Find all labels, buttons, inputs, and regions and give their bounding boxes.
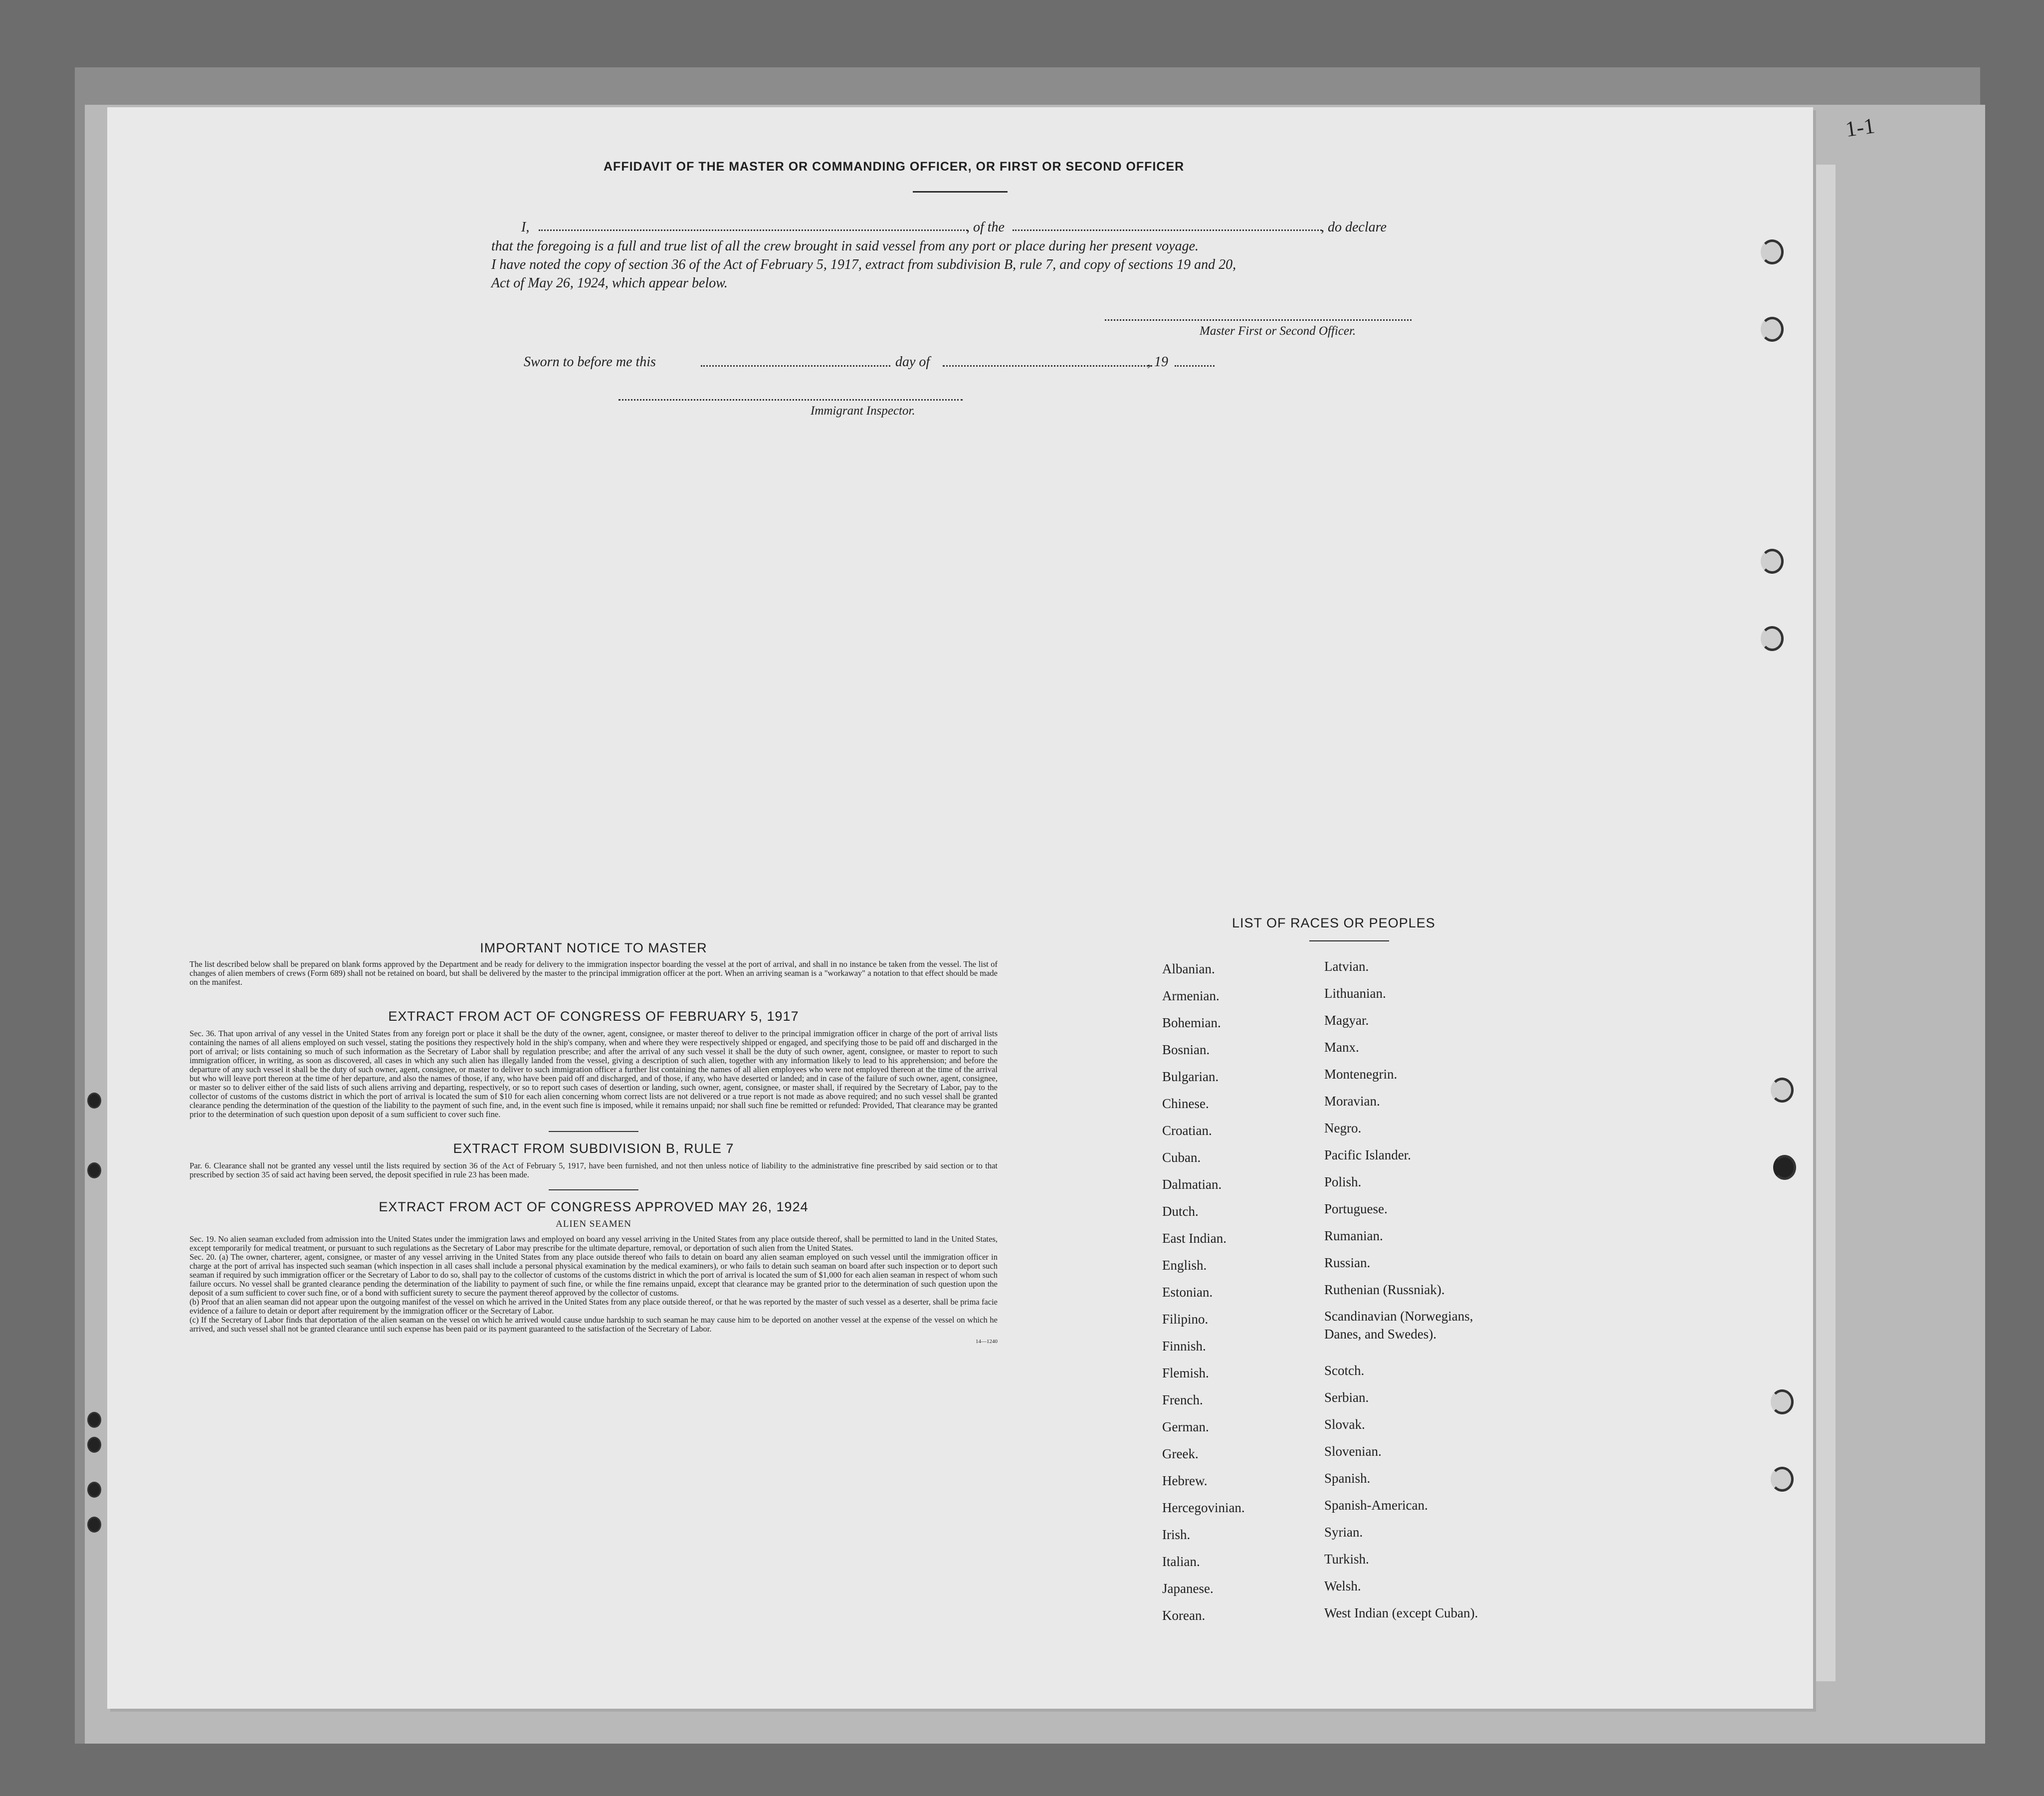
affidavit-title: AFFIDAVIT OF THE MASTER OR COMMANDING OFFICER, OR FIRST OR SECOND OFFICER <box>604 160 1185 174</box>
punch-hole-icon <box>1761 626 1784 651</box>
race-item: Rumanian. <box>1324 1228 1383 1243</box>
punch-hole-icon <box>1761 239 1784 264</box>
name-blank[interactable] <box>539 229 968 231</box>
punch-hole-icon <box>87 1482 101 1498</box>
punch-hole-icon <box>1761 317 1784 342</box>
act-1917-text: Sec. 36. That upon arrival of any vessel in the United States from any foreign port or place it shall be the duty of the owner, agent, consignee, or master thereof to deliver to the principal immigration officer in charge of the port of arrival lists containing the names of all aliens employed on such vessel, stating the positions they respectively hold in the ship's company, when and where they were respectively shipped or engaged, and specifying those to be paid off and discharged in the port of arrival; or lists containing so much of such information as the Secretary of Labor shall by regulation prescribe; and after the arrival of any such vessel it shall be the duty of such owner, agent, consignee, or master to report to such immigration officer, in writing, as soon as discovered, all cases in which any such alien has illegally landed from the vessel, giving a description of such alien, together with any information likely to lead to his apprehension; and before the departure of any such vessel it shall be the duty of such owner, agent, consignee, or master to deliver to such immigration officer a further list containing the names of all alien employees who were not employed thereon at the time of the arrival but who will leave port thereon at the time of her departure, and also the names of those, if any, who have been paid off and discharged, and of those, if any, who have deserted or landed; and in case of the failure of such owner, agent, consignee, or master so to deliver either of the said lists of such aliens arriving and departing, respectively, or so to report such cases of desertion or landing, such owner, agent, consignee, or master shall, if required by the Secretary of Labor, pay to the collector of customs of the customs district in which the port of arrival is located the sum of $10 for each alien concerning whom correct lists are not delivered or a true report is not made as above required; and no such vessel shall be granted clearance pending the determination of the question of the liability to the payment of such fine, and, in the event such fine is imposed, while it remains unpaid; nor shall such fine be remitted or refunded: Provided, That clearance may be granted prior to the determination of such question upon deposit of a sum sufficient to cover such fine. <box>190 1029 998 1119</box>
race-item: Finnish. <box>1162 1339 1206 1353</box>
punch-hole-icon <box>1773 1155 1796 1180</box>
race-item: Syrian. <box>1324 1525 1363 1540</box>
sec-20a-text: Sec. 20. (a) The owner, charterer, agent, consignee, or master of any vessel arriving in the United States from any place outside thereof who fails to detain on board any alien seaman employed on such vessel until the immigration officer in charge at the port of arrival has inspected such seaman (which inspection in all cases shall include a personal physical examination by the medical examiners), or who fails to detain such seaman on board after such inspection or to deport such seaman if required by such immigration officer or the Secretary of Labor to do so, shall pay to the collector of customs of the customs district in which the port of arrival is located the sum of $1,000 for each alien seaman in respect of whom such failure occurs. No vessel shall be granted clearance pending the determination of the liability to payment of such fine, or while the fine remains unpaid, except that clearance may be granted prior to the determination of such question upon the deposit of a sum sufficient to cover such fine, or of a bond with sufficient surety to secure the payment thereof approved by the collector of customs. <box>190 1252 998 1298</box>
race-item: Scotch. <box>1324 1363 1365 1378</box>
race-item: Magyar. <box>1324 1013 1369 1028</box>
race-item: Pacific Islander. <box>1324 1147 1411 1162</box>
punch-hole-icon <box>87 1412 101 1428</box>
sec-20b-text: (b) Proof that an alien seaman did not appear upon the outgoing manifest of the vessel on which he arrived in the United States from any place outside thereof, or that he was reported by the master of such vessel as a deserter, shall be prima facie evidence of a failure to detain or deport after requirement by the immigration officer or the Secretary of Labor. <box>190 1297 998 1316</box>
race-item: Montenegrin. <box>1324 1067 1398 1082</box>
punch-hole-icon <box>1771 1467 1794 1492</box>
race-item: Bulgarian. <box>1162 1069 1219 1084</box>
form-number: 14—1240 <box>976 1339 998 1345</box>
race-item: Slovak. <box>1324 1417 1365 1432</box>
rule-7-title: EXTRACT FROM SUBDIVISION B, RULE 7 <box>453 1141 734 1156</box>
year-blank[interactable] <box>1175 365 1215 367</box>
race-item: Spanish. <box>1324 1471 1371 1486</box>
act-1924-title: EXTRACT FROM ACT OF CONGRESS APPROVED MAY 26, 1924 <box>379 1199 809 1214</box>
handwritten-mark: 1-1 <box>1843 113 1876 142</box>
race-item: Hercegovinian. <box>1162 1500 1245 1515</box>
inspector-signature-label: Immigrant Inspector. <box>811 404 915 418</box>
race-item: Slovenian. <box>1324 1444 1382 1459</box>
race-item: English. <box>1162 1258 1207 1273</box>
races-column-2 <box>1324 953 1504 1626</box>
race-item: Manx. <box>1324 1040 1359 1055</box>
title-rule <box>913 191 1008 193</box>
race-item: Dutch. <box>1162 1204 1199 1219</box>
race-item: German. <box>1162 1419 1209 1434</box>
race-item: Negro. <box>1324 1121 1362 1135</box>
affidavit-line-4: Act of May 26, 1924, which appear below. <box>491 275 728 291</box>
year-label: , 19 <box>1147 354 1168 370</box>
race-item: Filipino. <box>1162 1312 1209 1327</box>
sec-20c-text: (c) If the Secretary of Labor finds that deportation of the alien seaman on the vessel on which he arrived would cause undue hardship to such seaman he may cause him to be deported on another vessel at the expense of the vessel on which he arrived, and such vessel shall not be granted clearance until such expense has been paid or its payment guaranteed to the satisfaction of the Secretary of Labor. <box>190 1315 998 1334</box>
race-item: Latvian. <box>1324 959 1369 974</box>
sworn-month-blank[interactable] <box>943 365 1152 367</box>
sec-19-text: Sec. 19. No alien seaman excluded from admission into the United States under the immigration laws and employed on board any vessel arriving in the United States from any place outside thereof, shall be permitted to land in the United States, except temporarily for medical treatment, or pursuant to such regulations as the Secretary of Labor may prescribe for the ultimate departure, removal, or deportation of such alien from the United States. <box>190 1234 998 1253</box>
day-of-label: day of <box>895 354 930 370</box>
race-item: Russian. <box>1324 1255 1371 1270</box>
affidavit-line-2: that the foregoing is a full and true list of all the crew brought in said vessel from any port or place during her present voyage. <box>491 238 1199 254</box>
sworn-day-blank[interactable] <box>701 365 890 367</box>
inspector-signature-line[interactable] <box>618 399 963 401</box>
race-item: Chinese. <box>1162 1096 1209 1111</box>
punch-hole-icon <box>1771 1389 1794 1414</box>
race-item: Serbian. <box>1324 1390 1369 1405</box>
race-item: Armenian. <box>1162 988 1220 1003</box>
race-item: Portuguese. <box>1324 1201 1388 1216</box>
race-item: Dalmatian. <box>1162 1177 1222 1192</box>
race-item: French. <box>1162 1392 1203 1407</box>
race-item: Spanish-American. <box>1324 1498 1428 1513</box>
affidavit-of-the: , of the <box>966 220 1005 235</box>
divider <box>549 1131 638 1132</box>
race-item: Cuban. <box>1162 1150 1201 1165</box>
punch-hole-icon <box>87 1437 101 1453</box>
rule-7-text: Par. 6. Clearance shall not be granted any vessel until the lists required by section 36 of the Act of February 5, 1917, have been furnished, and not then unless notice of liability to the administrative fine prescribed by said section or to that prescribed by section 35 of said act having been served, the deposit specified in rule 23 has been made. <box>190 1161 998 1179</box>
race-item: Bohemian. <box>1162 1015 1221 1030</box>
race-item: Albanian. <box>1162 961 1215 976</box>
race-item: Hebrew. <box>1162 1473 1208 1488</box>
manifest-page <box>107 107 1813 1709</box>
race-item: Scandinavian (Norwegians, Danes, and Swedes). <box>1324 1309 1473 1342</box>
race-item: Japanese. <box>1162 1581 1214 1596</box>
punch-hole-icon <box>87 1517 101 1533</box>
race-item: Polish. <box>1324 1174 1362 1189</box>
notice-text: The list described below shall be prepared on blank forms approved by the Department and be ready for delivery to the immigration inspector boarding the vessel at the port of arrival, and shall in no instance be taken from the vessel. The list of changes of alien members of crews (Form 689) shall not be retained on board, but shall be delivered by the master to the principal immigration officer at the port. When an arriving seaman is a "workaway" a notation to that effect should be made on the manifest. <box>190 959 998 987</box>
punch-hole-icon <box>1761 549 1784 574</box>
race-item: Korean. <box>1162 1608 1206 1623</box>
divider <box>549 1189 638 1190</box>
races-title-rule <box>1309 940 1389 941</box>
punch-hole-icon <box>1771 1078 1794 1103</box>
act-1917-title: EXTRACT FROM ACT OF CONGRESS OF FEBRUARY 5, 1917 <box>388 1009 799 1024</box>
affidavit-declare: , do declare <box>1321 220 1387 235</box>
race-item: Irish. <box>1162 1527 1191 1542</box>
race-item: Ruthenian (Russniak). <box>1324 1282 1445 1297</box>
races-column-1 <box>1162 955 1245 1629</box>
affidavit-i: I, <box>521 220 530 235</box>
race-item: Croatian. <box>1162 1123 1212 1138</box>
races-title: LIST OF RACES OR PEOPLES <box>1232 915 1435 930</box>
punch-hole-icon <box>87 1093 101 1109</box>
race-item: Greek. <box>1162 1446 1199 1461</box>
vessel-blank[interactable] <box>1013 229 1322 231</box>
master-signature-line[interactable] <box>1105 319 1412 321</box>
race-item: Estonian. <box>1162 1285 1213 1300</box>
race-item: Welsh. <box>1324 1578 1361 1593</box>
affidavit-line-3: I have noted the copy of section 36 of the Act of February 5, 1917, extract from subdivision B, rule 7, and copy of sections 19 and 20, <box>491 257 1236 272</box>
master-signature-label: Master First or Second Officer. <box>1200 324 1356 338</box>
race-item: Flemish. <box>1162 1365 1209 1380</box>
notice-title: IMPORTANT NOTICE TO MASTER <box>480 940 707 955</box>
race-item: Lithuanian. <box>1324 986 1386 1001</box>
race-item: Moravian. <box>1324 1094 1380 1109</box>
race-item: Turkish. <box>1324 1552 1369 1567</box>
punch-hole-icon <box>87 1162 101 1178</box>
act-1924-subtitle: ALIEN SEAMEN <box>556 1219 631 1229</box>
notices-column <box>190 940 998 1345</box>
sworn-label: Sworn to before me this <box>524 354 656 370</box>
race-item: Bosnian. <box>1162 1042 1210 1057</box>
race-item: West Indian (except Cuban). <box>1324 1605 1478 1620</box>
race-item: Italian. <box>1162 1554 1200 1569</box>
race-item: East Indian. <box>1162 1231 1226 1246</box>
